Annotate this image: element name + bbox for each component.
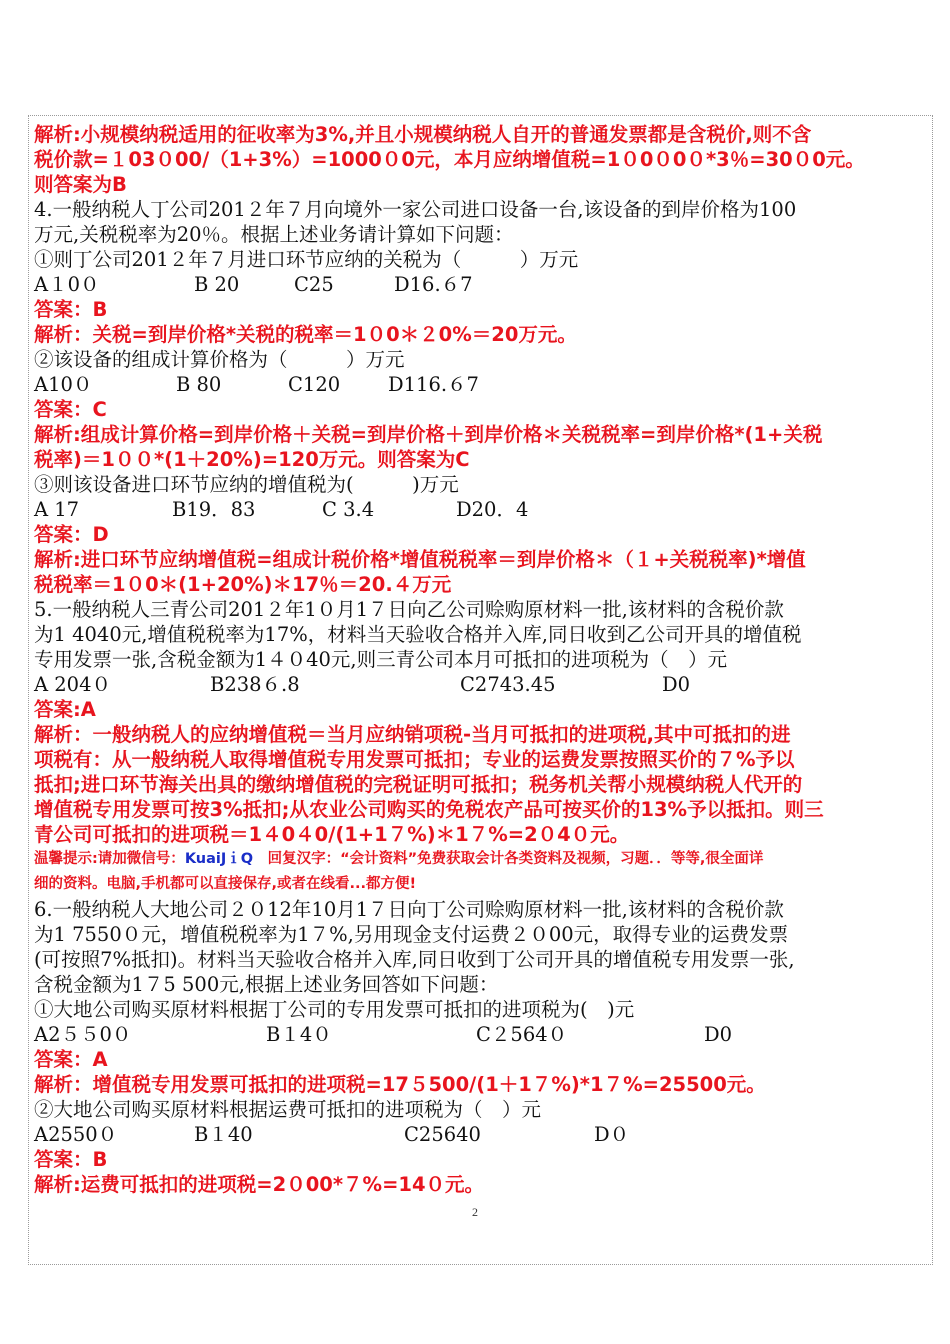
q4-sub3-analysis: 解析:进口环节应纳增值税=组成计税价格*增值税税率＝到岸价格＊（１+关税税率)*增值 [34,548,806,571]
option-d: D116.６7 [388,373,479,396]
option-c: C２564０ [476,1023,568,1046]
option-a: A 204０ [34,673,112,696]
option-d: D0 [662,673,691,696]
q4-sub3-answer: 答案：D [34,523,109,546]
q6-sub2-options [34,1122,929,1147]
q4-sub2-options [34,372,929,397]
wechat-id: KuaiJｉQ [184,851,254,867]
q4-sub3-question: ③则该设备进口环节应纳的增值税为( )万元 [34,473,459,496]
option-d: D０ [594,1123,630,1146]
q4-sub1-options [34,272,929,297]
q6-sub1-options [34,1022,929,1047]
q5-analysis: 抵扣;进口环节海关出具的缴纳增值税的完税证明可抵扣；税务机关帮小规模纳税人代开的 [34,773,803,796]
option-c: C25640 [404,1123,481,1146]
q5-stem: 5.一般纳税人三青公司201２年1０月1７日向乙公司赊购原材料一批,该材料的含税价款 [34,598,784,621]
option-c: C120 [288,373,341,396]
q5-stem: 专用发票一张,含税金额为1４０40元,则三青公司本月可抵扣的进项税为（ ）元 [34,648,728,671]
q5-analysis: 项税有：从一般纳税人取得增值税专用发票可抵扣；专业的运费发票按照买价的７%予以 [34,748,795,771]
q4-sub3-analysis: 税税率＝1０0＊(1+20%)＊17％＝20.４万元 [34,573,452,596]
q6-sub2-answer: 答案：B [34,1148,108,1171]
option-d: D20．4 [456,498,529,521]
q6-stem: 为1 7550０元，增值税税率为1７%,另用现金支付运费２０00元，取得专业的运费发票 [34,923,789,946]
option-c: C 3.4 [322,498,375,521]
q5-analysis: 增值税专用发票可按3%抵扣;从农业公司购买的免税农产品可按买价的13%予以抵扣。则三 [34,798,824,821]
q5-analysis: 解析：一般纳税人的应纳增值税＝当月应纳销项税-当月可抵扣的进项税,其中可抵扣的进 [34,723,791,746]
option-d: D0 [704,1023,733,1046]
q4-stem: 万元,关税税率为20％。根据上述业务请计算如下问题： [34,223,514,246]
q4-sub1-question: ①则丁公司201２年７月进口环节应纳的关税为（ ）万元 [34,248,579,271]
q4-sub2-analysis: 解析:组成计算价格=到岸价格＋关税=到岸价格＋到岸价格＊关税税率=到岸价格*(1+关税 [34,423,823,446]
option-b: B１40 [194,1123,253,1146]
q6-stem: 含税金额为1７5 500元,根据上述业务回答如下问题： [34,973,499,996]
q6-sub1-analysis: 解析：增值税专用发票可抵扣的进项税=17５500/(1＋1７%)*1７%=25500元。 [34,1073,766,1096]
q3-analysis-line: 税价款=１03０00/（1+3%）=1000０0元，本月应纳增值税=1０0０0０*3％=30０0元。 [34,148,865,171]
q5-analysis: 青公司可抵扣的进项税＝1４0４0/(1+1７%)＊1７%=2０4０元。 [34,823,630,846]
q6-sub2-analysis: 解析:运费可抵扣的进项税=2０00*７%=14０元。 [34,1173,485,1196]
q4-sub2-analysis: 税率)＝1００*(1＋20%)=120万元。则答案为C [34,448,470,471]
q5-options [34,672,929,697]
option-d: D16.６7 [394,273,473,296]
q4-sub2-question: ②该设备的组成计算价格为（ ）万元 [34,348,405,371]
option-b: B 20 [194,273,240,296]
q4-sub3-options [34,497,929,522]
q4-sub2-answer: 答案：C [34,398,107,421]
option-b: B１4０ [266,1023,332,1046]
q4-stem: 4.一般纳税人丁公司201２年７月向境外一家公司进口设备一台,该设备的到岸价格为100 [34,198,797,221]
option-a: A 17 [34,498,80,521]
q6-stem: 6.一般纳税人大地公司２０12年10月1７日向丁公司赊购原材料一批,该材料的含税价款 [34,898,784,921]
q6-sub1-question: ①大地公司购买原材料根据丁公司的专用发票可抵扣的进项税为( )元 [34,998,635,1021]
document-body [34,122,929,1197]
promo-text: 回复汉字：“会计资料”免费获取会计各类资料及视频，习题．．等等,很全面详 [253,851,764,867]
option-a: A１0０ [34,273,100,296]
option-c: C25 [294,273,334,296]
option-c: C2743.45 [460,673,556,696]
promo-prefix: 温馨提示:请加微信号： [34,851,185,867]
q5-answer: 答案:A [34,698,96,721]
q3-analysis-line: 则答案为B [34,173,127,196]
q3-analysis-line: 解析:小规模纳税适用的征收率为3%,并且小规模纳税人自开的普通发票都是含税价,则不含 [34,123,812,146]
promo-tip [34,847,929,872]
page-number: 2 [472,1205,478,1219]
option-a: A2550０ [34,1123,118,1146]
q6-sub1-answer: 答案：A [34,1048,108,1071]
q5-stem: 为1 4040元,增值税税率为17%，材料当天验收合格并入库,同日收到乙公司开具的增值税 [34,623,802,646]
option-a: A2５５0０ [34,1023,132,1046]
option-b: B19．83 [172,498,256,521]
q4-sub1-answer: 答案：B [34,298,108,321]
option-b: B 80 [176,373,222,396]
promo-tip-line2: 细的资料。电脑,手机都可以直接保存,或者在线看...都方便! [34,876,417,892]
q6-stem: (可按照7%抵扣)。材料当天验收合格并入库,同日收到丁公司开具的增值税专用发票一张, [34,948,795,971]
option-a: A10０ [34,373,93,396]
q4-sub1-analysis: 解析：关税=到岸价格*关税的税率＝1０0＊２0%＝20万元。 [34,323,577,346]
q6-sub2-question: ②大地公司购买原材料根据运费可抵扣的进项税为（ ）元 [34,1098,542,1121]
option-b: B238６.8 [210,673,300,696]
